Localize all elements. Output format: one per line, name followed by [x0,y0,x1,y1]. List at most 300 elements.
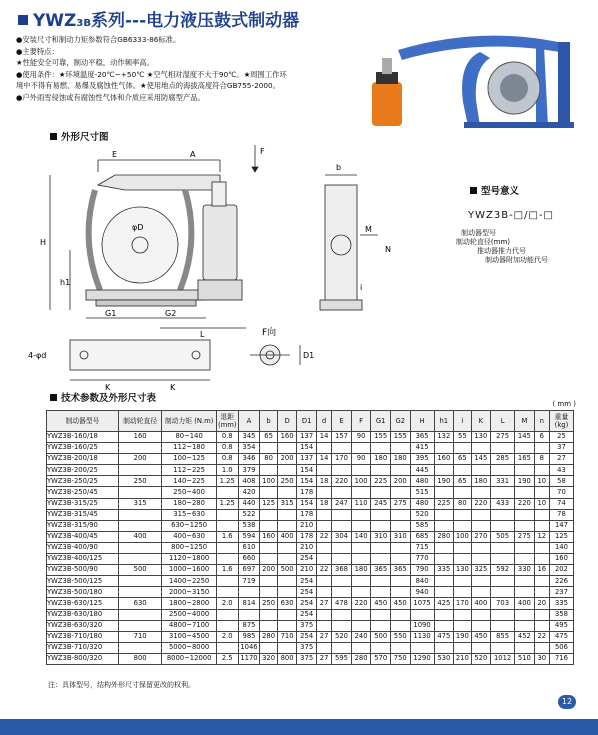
table-cell: 433 [491,498,515,509]
table-cell: 400 [277,531,297,542]
section-square-icon [50,394,57,401]
table-cell [332,609,352,620]
table-cell: 254 [297,576,317,587]
table-cell [216,642,238,653]
label-n: N [385,245,391,254]
table-cell [351,609,371,620]
table-cell: 500 [371,631,391,642]
table-cell [118,465,162,476]
table-cell [390,465,410,476]
table-cell: 452 [515,631,535,642]
table-cell: 190 [434,476,454,487]
page-title: YWZ3B系列---电力液压鼓式制动器 [18,6,299,31]
table-cell: 985 [238,631,260,642]
table-cell [390,520,410,531]
table-cell [332,587,352,598]
table-cell [277,465,297,476]
table-header-cell: G1 [371,411,391,432]
table-cell: 110 [351,498,371,509]
table-cell: 365 [390,565,410,576]
table-header-cell: d [316,411,331,432]
table-cell: 43 [549,465,573,476]
table-cell [534,487,549,498]
table-cell: 154 [297,498,317,509]
table-cell [371,587,391,598]
table-row [47,576,574,587]
table-cell [316,509,331,520]
table-cell: YWZ3B-315/25 [47,498,119,509]
table-header-cell: n [534,411,549,432]
table-cell: 165 [515,454,535,465]
table-cell: 315 [118,498,162,509]
table-cell: 1800~2800 [162,598,216,609]
table-cell: 703 [491,598,515,609]
table-cell: 140 [549,542,573,553]
table-cell [260,609,277,620]
table-cell: 65 [260,432,277,443]
table-cell: 440 [238,498,260,509]
table-cell [238,587,260,598]
table-row [47,531,574,542]
table-cell [260,465,277,476]
table-cell: 630 [277,598,297,609]
label-g1: G1 [105,309,117,318]
model-line: 制动器附加功能代号 [485,256,548,264]
model-line: 推动器推力代号 [477,247,526,255]
table-cell [471,620,491,631]
table-cell: 450 [390,598,410,609]
table-cell: 14 [316,432,331,443]
table-cell [471,443,491,454]
table-cell [332,487,352,498]
table-cell: 495 [549,620,573,631]
table-cell: 275 [491,432,515,443]
feature-line: 境中不得有易燃、易爆及腐蚀性气体。★使用地点的海拔高度符合GB755-2000。 [16,81,280,91]
table-cell: 368 [332,565,352,576]
table-cell [118,609,162,620]
table-cell: 22 [534,631,549,642]
table-cell [434,620,454,631]
table-cell: 8000~12000 [162,653,216,664]
table-cell: 510 [515,653,535,664]
table-cell [351,509,371,520]
label-f: F [260,147,265,156]
table-cell [351,576,371,587]
table-cell [434,609,454,620]
table-body [47,432,574,665]
table-cell [316,520,331,531]
table-cell: 800 [118,653,162,664]
table-cell [454,576,471,587]
table-cell: 6 [534,432,549,443]
table-cell: 1075 [410,598,434,609]
table-cell [390,554,410,565]
table-cell: YWZ3B-500/125 [47,576,119,587]
table-cell [471,487,491,498]
table-cell: 2.0 [216,598,238,609]
table-cell: 715 [410,542,434,553]
table-cell: 400~630 [162,531,216,542]
table-cell: 375 [297,653,317,664]
table-cell [454,587,471,598]
table-cell: 200 [118,454,162,465]
table-cell: 22 [316,531,331,542]
table-cell [316,620,331,631]
table-cell [471,509,491,520]
table-cell: 538 [238,520,260,531]
table-cell: 12 [534,531,549,542]
feature-line: ●使用条件：★环境温度-20℃~+50℃ ★空气相对湿度不大于90℃。★周围工作环 [16,69,287,79]
table-cell: 180 [471,476,491,487]
table-cell: 0.8 [216,454,238,465]
table-cell [410,609,434,620]
table-cell [434,576,454,587]
table-cell: 270 [471,531,491,542]
table-cell: YWZ3B-500/90 [47,565,119,576]
table-cell: 202 [549,565,573,576]
table-cell: YWZ3B-160/18 [47,432,119,443]
table-cell: 1012 [491,653,515,664]
table-cell: 240 [351,631,371,642]
table-row [47,587,574,598]
table-header-cell: G2 [390,411,410,432]
table-cell: 2.5 [216,653,238,664]
table-cell: 1090 [410,620,434,631]
table-cell [491,554,515,565]
table-cell: 515 [410,487,434,498]
table-cell: YWZ3B-630/320 [47,620,119,631]
table-cell [534,465,549,476]
feature-line: ●户外雨雪侵蚀或有腐蚀性气体和介质应采用防腐型产品。 [16,92,205,102]
table-cell: 1290 [410,653,434,664]
table-cell [277,509,297,520]
table-cell [434,642,454,653]
table-row [47,465,574,476]
table-cell: 180 [351,565,371,576]
table-cell [216,609,238,620]
table-cell: 280 [434,531,454,542]
table-cell: 25 [549,432,573,443]
table-cell: 137 [297,454,317,465]
table-cell: 1046 [238,642,260,653]
model-line: 制动器型号 [461,229,496,237]
table-cell: 210 [297,542,317,553]
table-cell: 37 [549,443,573,454]
table-cell: 237 [549,587,573,598]
table-cell [434,542,454,553]
table-cell: 2.0 [216,631,238,642]
table-header-cell: h1 [434,411,454,432]
table-cell [277,542,297,553]
table-cell [491,620,515,631]
label-k-top: K [105,383,111,390]
table-cell: 160 [118,432,162,443]
table-cell [515,576,535,587]
table-cell: 500 [118,565,162,576]
table-cell [260,620,277,631]
table-cell [390,487,410,498]
table-cell [454,554,471,565]
table-cell: 375 [297,642,317,653]
table-row [47,509,574,520]
table-cell: 100 [454,531,471,542]
table-cell: 310 [371,531,391,542]
label-g2: G2 [165,309,177,318]
table-cell: 180 [390,454,410,465]
table-cell [216,587,238,598]
table-cell: 178 [297,509,317,520]
table-cell: YWZ3B-400/45 [47,531,119,542]
spec-table [46,410,574,665]
table-header-row [47,411,574,432]
table-cell: 275 [515,531,535,542]
table-cell: 1.25 [216,498,238,509]
table-cell: 697 [238,565,260,576]
table-cell: 27 [549,454,573,465]
table-cell: 710 [118,631,162,642]
feature-line: ★性能安全可靠，制动平稳，动作频率高。 [16,58,154,68]
table-cell [491,576,515,587]
table-cell: 840 [410,576,434,587]
table-cell: YWZ3B-250/25 [47,476,119,487]
table-cell [390,443,410,454]
table-cell [216,542,238,553]
table-cell [471,587,491,598]
table-cell: 660 [238,554,260,565]
table-cell [351,587,371,598]
table-cell: 310 [390,531,410,542]
model-meaning [408,190,588,280]
table-cell [277,576,297,587]
table-cell: 750 [390,653,410,664]
table-cell: 685 [410,531,434,542]
table-cell: 250~400 [162,487,216,498]
table-cell: 100~125 [162,454,216,465]
table-row [47,554,574,565]
table-cell [260,576,277,587]
table-cell: 250 [260,598,277,609]
table-cell: 125 [549,531,573,542]
table-cell: 505 [491,531,515,542]
table-cell [515,542,535,553]
table-cell [316,487,331,498]
table-cell: 325 [471,565,491,576]
table-cell: 280 [260,631,277,642]
table-cell [332,542,352,553]
model-code: YWZ3B-□/□-□ [468,210,554,221]
table-cell [351,620,371,631]
table-cell [454,509,471,520]
table-cell: 22 [316,565,331,576]
feature-line: ●主要特点： [16,46,59,56]
table-cell: 346 [238,454,260,465]
table-cell: YWZ3B-200/25 [47,465,119,476]
label-k: K [170,383,176,390]
table-cell: 1130 [410,631,434,642]
table-cell: 210 [454,653,471,664]
table-cell [371,542,391,553]
table-cell [454,620,471,631]
title-square-icon [18,15,28,25]
table-cell: 112~180 [162,443,216,454]
table-cell: 210 [297,565,317,576]
table-cell [515,620,535,631]
table-cell [491,609,515,620]
table-cell [534,509,549,520]
section-outline: 外形尺寸图 [50,129,109,143]
table-cell [515,487,535,498]
table-cell [316,609,331,620]
table-cell [351,642,371,653]
table-cell [534,587,549,598]
table-cell: YWZ3B-315/90 [47,520,119,531]
table-cell [216,554,238,565]
table-cell [390,587,410,598]
table-cell: 3100~4500 [162,631,216,642]
table-cell [491,520,515,531]
table-cell [434,587,454,598]
table-cell [118,487,162,498]
table-cell [454,520,471,531]
table-cell [260,542,277,553]
table-cell: 250 [277,476,297,487]
table-cell: 180 [371,454,391,465]
table-cell: 570 [371,653,391,664]
label-h: H [40,238,47,247]
table-cell: 480 [410,476,434,487]
table-cell: 1120~1800 [162,554,216,565]
table-cell: 0.8 [216,443,238,454]
table-cell: 1400~2250 [162,576,216,587]
table-cell [390,620,410,631]
table-cell: YWZ3B-160/25 [47,443,119,454]
label-fdir: F向 [262,328,277,338]
table-cell: 335 [549,598,573,609]
table-cell: 225 [434,498,454,509]
table-cell: 154 [297,465,317,476]
table-cell [332,576,352,587]
feature-list [16,34,366,104]
table-cell: 940 [410,587,434,598]
table-cell [260,487,277,498]
table-cell [118,554,162,565]
table-cell: 55 [454,432,471,443]
table-cell: 500 [277,565,297,576]
label-l: L [200,330,205,339]
table-cell: 170 [454,598,471,609]
table-cell [316,443,331,454]
table-row [47,443,574,454]
table-cell [515,587,535,598]
table-row [47,542,574,553]
table-cell [434,520,454,531]
table-cell [260,520,277,531]
table-cell [277,443,297,454]
table-cell: 90 [351,454,371,465]
table-cell: 315 [277,498,297,509]
table-header-cell: H [410,411,434,432]
table-cell [454,542,471,553]
table-header-cell: K [471,411,491,432]
table-cell [491,487,515,498]
table-cell: 770 [410,554,434,565]
table-cell [332,620,352,631]
label-h1: h1 [60,278,71,287]
table-cell [471,609,491,620]
table-cell: 330 [515,565,535,576]
table-cell [351,542,371,553]
table-cell: 145 [471,454,491,465]
table-cell [316,576,331,587]
table-cell: 160 [260,531,277,542]
table-cell: 315~630 [162,509,216,520]
table-cell: 592 [491,565,515,576]
table-cell [471,576,491,587]
table-cell [351,554,371,565]
table-cell: 245 [371,498,391,509]
table-cell [534,554,549,565]
table-cell: 14 [316,454,331,465]
table-cell [515,520,535,531]
table-cell: 450 [471,631,491,642]
table-cell: 247 [332,498,352,509]
table-cell [332,443,352,454]
table-cell: 335 [434,565,454,576]
table-cell: 154 [297,443,317,454]
table-row [47,631,574,642]
table-cell: 8 [534,454,549,465]
table-cell: YWZ3B-710/180 [47,631,119,642]
section-model: 型号意义 [470,183,519,197]
table-cell: YWZ3B-200/18 [47,454,119,465]
table-cell [515,609,535,620]
table-cell: 400 [515,598,535,609]
table-cell: 80 [454,498,471,509]
table-row [47,565,574,576]
label-m: M [365,225,372,234]
label-a: A [190,150,196,159]
table-cell: 814 [238,598,260,609]
table-cell: 130 [454,565,471,576]
table-cell [351,465,371,476]
table-cell [390,642,410,653]
table-cell [216,487,238,498]
table-cell [515,443,535,454]
table-cell [410,642,434,653]
table-cell [454,609,471,620]
table-row [47,642,574,653]
table-cell [434,487,454,498]
table-cell: YWZ3B-400/90 [47,542,119,553]
label-e: E [112,150,118,159]
table-cell: 2000~3150 [162,587,216,598]
table-cell: 170 [332,454,352,465]
table-cell [471,554,491,565]
table-cell: 365 [371,565,391,576]
table-cell: 1.25 [216,476,238,487]
table-cell: 630 [118,598,162,609]
table-cell: 180~280 [162,498,216,509]
table-cell: 1000~1600 [162,565,216,576]
table-cell: 155 [371,432,391,443]
table-cell: 20 [534,598,549,609]
table-cell: 100 [260,476,277,487]
table-cell: 354 [238,443,260,454]
table-cell: 285 [491,454,515,465]
table-cell: 27 [316,598,331,609]
table-cell: 408 [238,476,260,487]
table-cell: 480 [410,498,434,509]
